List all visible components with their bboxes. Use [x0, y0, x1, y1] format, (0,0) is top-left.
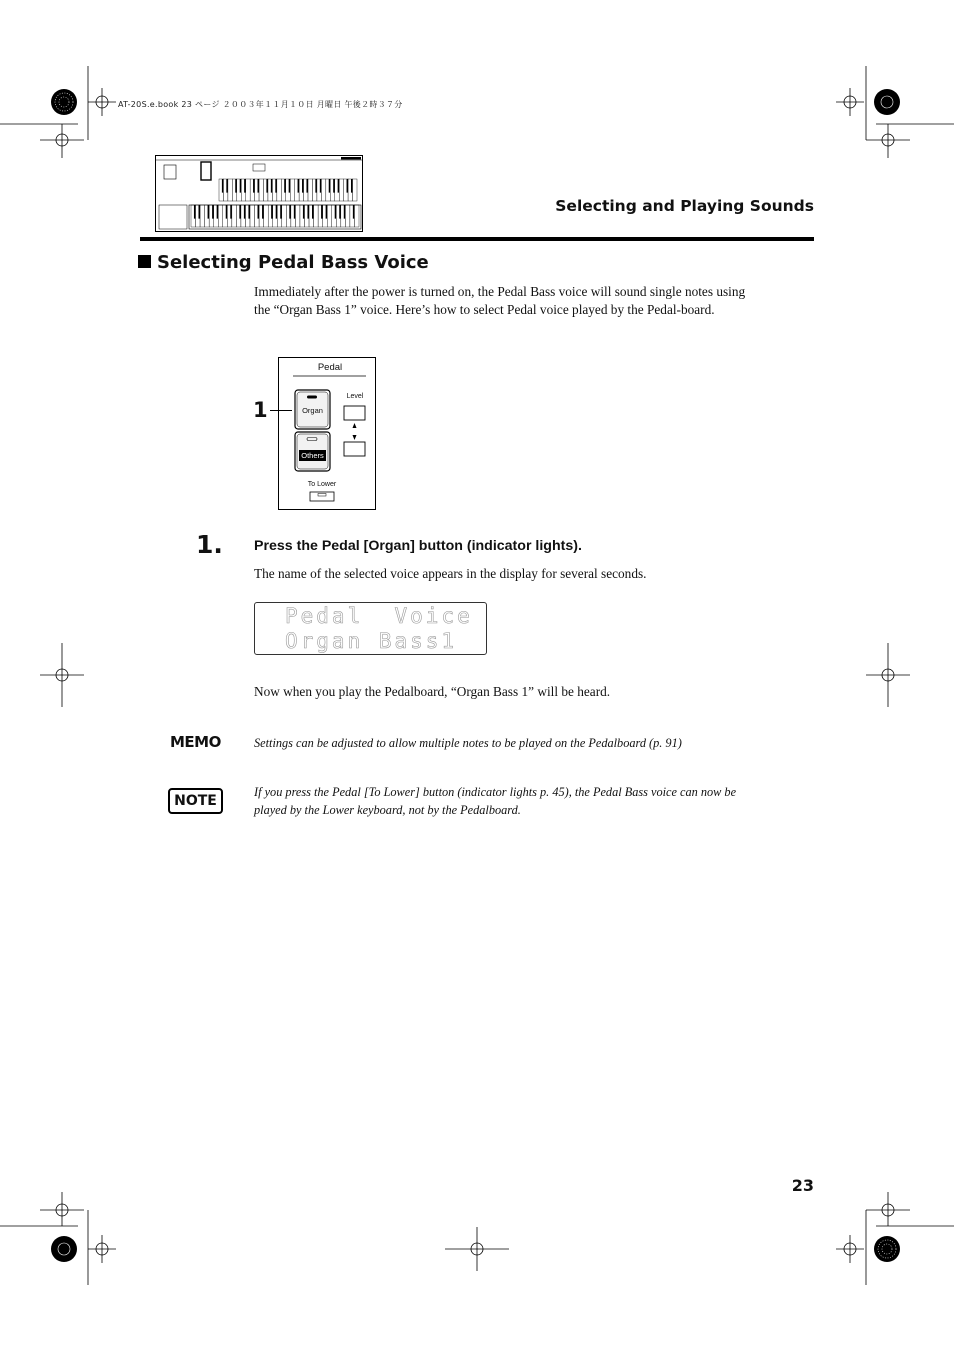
note-text: If you press the Pedal [To Lower] button (indicator lights p. 45), the Pedal Bass voice can now be played by the Lower keyboard, not by the Pedalboard.: [254, 785, 737, 817]
others-button[interactable]: [299, 450, 326, 461]
others-button-label: Others: [301, 451, 324, 460]
pedal-panel: [278, 357, 376, 510]
callout-number: 1: [253, 398, 268, 422]
organ-button-label: Organ: [302, 406, 323, 415]
step-description: The name of the selected voice appears in the display for several seconds.: [254, 566, 647, 581]
level-label: Level: [346, 393, 364, 400]
header-rule: [140, 237, 814, 241]
lcd-line-2: Organ Bass1: [285, 629, 458, 653]
to-lower-label: To Lower: [307, 481, 337, 488]
section-title-text: Selecting Pedal Bass Voice: [157, 252, 429, 273]
square-bullet-icon: [138, 255, 151, 268]
panel-title: Pedal: [317, 362, 343, 373]
to-lower-button[interactable]: [310, 492, 334, 501]
step-number: 1.: [196, 530, 223, 559]
section-title: [138, 252, 429, 273]
lcd-line-1: Pedal Voice: [285, 604, 473, 628]
page-number: 23: [791, 1176, 814, 1195]
level-up-button[interactable]: [344, 406, 365, 420]
memo-text: Settings can be adjusted to allow multiple notes to be played on the Pedalboard (p. 91): [254, 736, 682, 750]
print-header: AT-20S.e.book 23 ページ ２００３年１１月１０日 月曜日 午後２時３７分: [118, 100, 403, 109]
memo-icon: MEMO: [170, 733, 221, 751]
running-head: Selecting and Playing Sounds: [555, 197, 814, 215]
step-title: Press the Pedal [Organ] button (indicator lights).: [254, 538, 582, 554]
organ-thumbnail: [155, 155, 363, 232]
result-paragraph: Now when you play the Pedalboard, “Organ Bass 1” will be heard.: [254, 684, 611, 699]
note-icon: NOTE: [168, 788, 223, 814]
lcd-display: [254, 602, 487, 655]
intro-paragraph: Immediately after the power is turned on, the Pedal Bass voice will sound single notes using the “Organ Bass 1” voice. Here’s how to select Pedal voice played by the Pedal-board.: [254, 284, 746, 318]
callout-leader-line: [270, 410, 292, 411]
level-down-button[interactable]: [344, 442, 365, 456]
organ-button[interactable]: [297, 406, 328, 415]
